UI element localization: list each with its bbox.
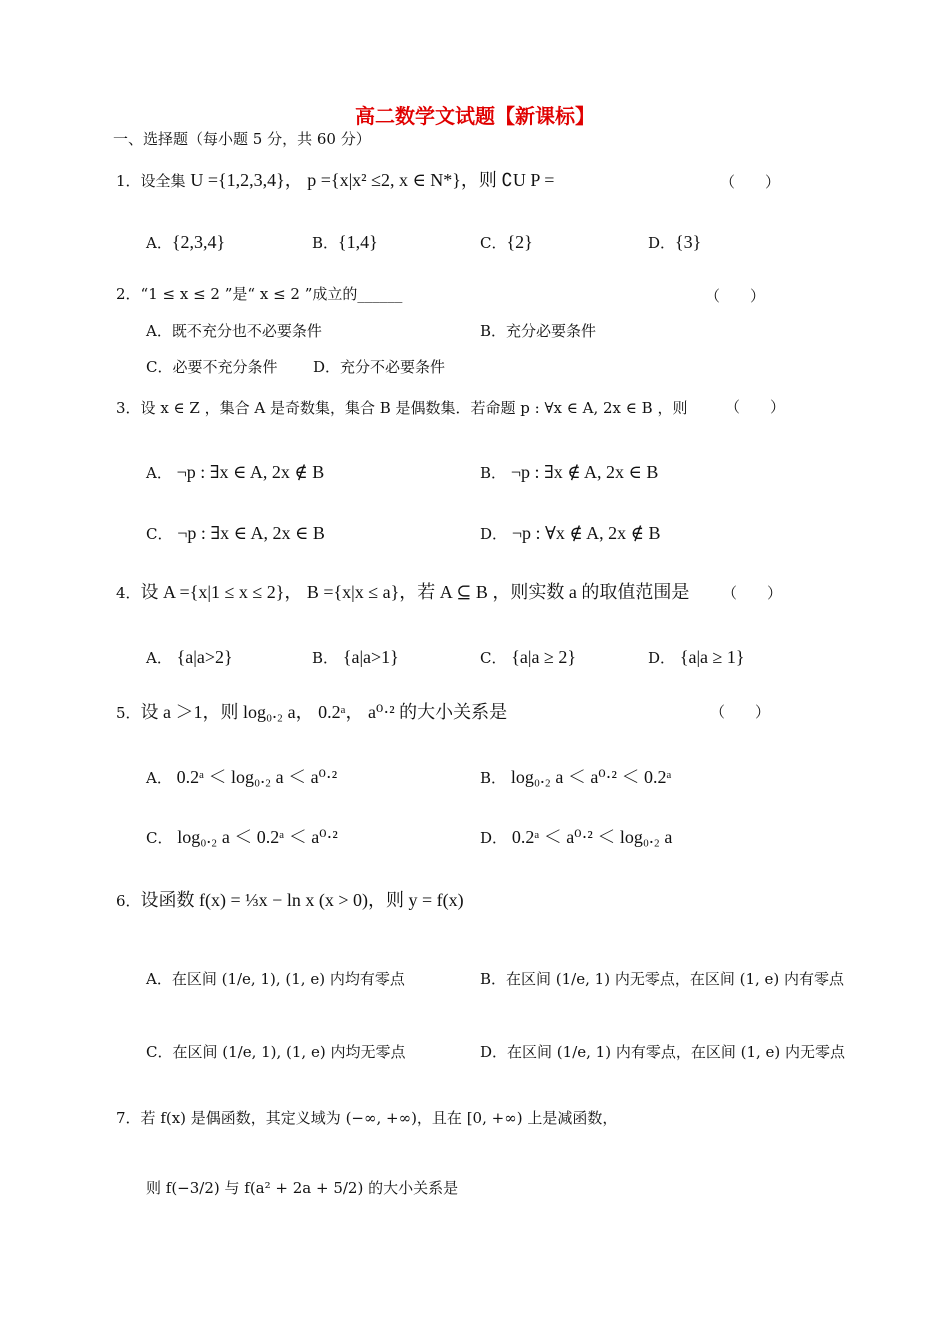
option-value: ¬p : ∀x ∉ A, 2x ∉ B (511, 523, 661, 543)
option-value: ¬p : ∃x ∉ A, 2x ∈ B (510, 462, 659, 482)
option-a: A． ¬p : ∃x ∈ A, 2x ∉ B (146, 462, 325, 482)
option-value: 0.2ᵃ ＜ log₀.₂ a ＜ a⁰·² (176, 767, 338, 787)
option-b: B．在区间 (1/e, 1) 内无零点，在区间 (1, e) 内有零点 (480, 970, 845, 988)
option-d: D．充分不必要条件 (313, 358, 446, 376)
option-value: {2,3,4} (171, 232, 226, 252)
question-4-text: 4．设 A ={x|1 ≤ x ≤ 2}， B ={x|x ≤ a}，若 A ⊆ B ，则实数 a 的取值范围是 (116, 582, 690, 602)
option-a: A． {a|a>2} (146, 647, 233, 667)
answer-paren: （ ） (725, 398, 786, 416)
answer-paren: （ ） (720, 173, 781, 191)
question-1-expr: U ={1,2,3,4}， p ={x|x² ≤2, x ∈ N*}，则 ∁U P = (190, 170, 555, 190)
question-2-text: 2．“1 ≤ x ≤ 2 ”是“ x ≤ 2 ”成立的______ (116, 285, 403, 303)
section-heading: 一、选择题（每小题 5 分，共 60 分） (113, 130, 371, 148)
question-number: 1． (116, 172, 141, 190)
option-a: A． 0.2ᵃ ＜ log₀.₂ a ＜ a⁰·² (146, 767, 338, 787)
option-c: C．{2} (480, 232, 533, 252)
option-a: A．在区间 (1/e, 1), (1, e) 内均有零点 (146, 970, 405, 988)
question-1-text (116, 170, 554, 191)
option-d: D． 0.2ᵃ ＜ a⁰·² ＜ log₀.₂ a (480, 827, 673, 847)
option-d: D． {a|a ≥ 1} (648, 647, 745, 667)
option-value: {a|a ≥ 1} (679, 647, 745, 667)
option-value: {a|a>2} (176, 647, 233, 667)
answer-paren: （ ） (710, 703, 771, 721)
option-a: A．{2,3,4} (146, 232, 226, 252)
option-c: C． {a|a ≥ 2} (480, 647, 577, 667)
option-d: D．在区间 (1/e, 1) 内有零点，在区间 (1, e) 内无零点 (480, 1043, 846, 1061)
question-6-text: 6．设函数 f(x) = ⅓x − ln x (x > 0)，则 y = f(x) (116, 890, 464, 910)
option-d: D．{3} (648, 232, 702, 252)
question-7-text: 7．若 f(x) 是偶函数，其定义域为 (−∞, +∞)，且在 [0, +∞) 上是减函数， (116, 1109, 618, 1127)
page-title: 高二数学文试题【新课标】 (355, 104, 595, 128)
question-7-text-2: 则 f(−3/2) 与 f(a² + 2a + 5/2) 的大小关系是 (146, 1179, 459, 1197)
answer-paren: （ ） (705, 287, 766, 305)
option-value: {3} (675, 232, 702, 252)
option-b: B．{1,4} (312, 232, 378, 252)
option-value: log₀.₂ a ＜ a⁰·² ＜ 0.2ᵃ (510, 767, 672, 787)
option-c: C． ¬p : ∃x ∈ A, 2x ∈ B (146, 523, 325, 543)
option-b: B． {a|a>1} (312, 647, 399, 667)
option-c: C．必要不充分条件 (146, 358, 278, 376)
option-value: ¬p : ∃x ∈ A, 2x ∈ B (177, 523, 325, 543)
answer-paren: （ ） (722, 584, 783, 602)
option-a: A．既不充分也不必要条件 (146, 322, 322, 340)
option-value: {a|a ≥ 2} (511, 647, 577, 667)
question-lead: 设全集 (140, 172, 186, 190)
option-value: 0.2ᵃ ＜ a⁰·² ＜ log₀.₂ a (511, 827, 673, 847)
option-b: B． log₀.₂ a ＜ a⁰·² ＜ 0.2ᵃ (480, 767, 672, 787)
option-d: D． ¬p : ∀x ∉ A, 2x ∉ B (480, 523, 661, 543)
question-3-text: 3．设 x ∈ Z ，集合 A 是奇数集，集合 B 是偶数集．若命题 p : ∀x ∈ A, 2x ∈ B ，则 (116, 399, 688, 417)
option-value: log₀.₂ a ＜ 0.2ᵃ ＜ a⁰·² (177, 827, 338, 847)
option-value: {2} (506, 232, 533, 252)
option-b: B． ¬p : ∃x ∉ A, 2x ∈ B (480, 462, 659, 482)
option-c: C．在区间 (1/e, 1), (1, e) 内均无零点 (146, 1043, 406, 1061)
option-c: C． log₀.₂ a ＜ 0.2ᵃ ＜ a⁰·² (146, 827, 338, 847)
option-value: {a|a>1} (342, 647, 399, 667)
option-value: {1,4} (338, 232, 378, 252)
question-5-text: 5．设 a ＞1，则 log₀.₂ a， 0.2ᵃ， a⁰·² 的大小关系是 (116, 702, 508, 722)
option-b: B．充分必要条件 (480, 322, 597, 340)
option-value: ¬p : ∃x ∈ A, 2x ∉ B (176, 462, 325, 482)
